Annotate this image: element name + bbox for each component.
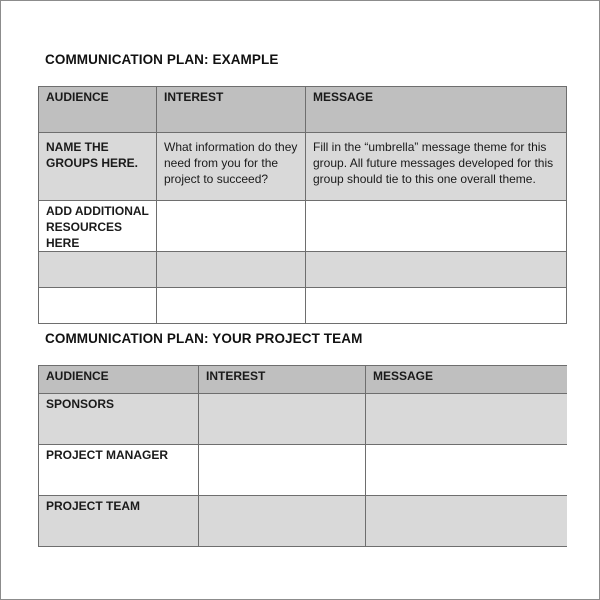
message-cell[interactable]: Fill in the “umbrella” message theme for this group. All future messages developed for this group should tie to this one overall theme. (306, 133, 567, 201)
table-header-row (39, 366, 567, 394)
table-row (39, 445, 567, 496)
audience-cell[interactable]: PROJECT TEAM (39, 496, 199, 547)
table-row (39, 496, 567, 547)
header-interest: INTEREST (157, 87, 306, 133)
header-message: MESSAGE (366, 366, 567, 394)
message-cell[interactable] (366, 445, 567, 496)
interest-cell[interactable] (199, 445, 366, 496)
header-message: MESSAGE (306, 87, 567, 133)
example-plan-table (38, 86, 567, 324)
interest-cell[interactable] (199, 394, 366, 445)
table-header-row (39, 87, 567, 133)
table-row (39, 201, 567, 252)
table-row (39, 133, 567, 201)
audience-cell[interactable]: SPONSORS (39, 394, 199, 445)
message-cell[interactable] (306, 288, 567, 324)
header-interest: INTEREST (199, 366, 366, 394)
message-cell[interactable] (306, 201, 567, 252)
audience-cell[interactable]: PROJECT MANAGER (39, 445, 199, 496)
message-cell[interactable] (306, 252, 567, 288)
audience-cell[interactable]: NAME THE GROUPS HERE. (39, 133, 157, 201)
interest-cell[interactable] (157, 201, 306, 252)
audience-cell[interactable] (39, 252, 157, 288)
interest-cell[interactable]: What information do they need from you for the project to succeed? (157, 133, 306, 201)
table-row (39, 394, 567, 445)
example-section-title: COMMUNICATION PLAN: EXAMPLE (45, 52, 279, 67)
message-cell[interactable] (366, 496, 567, 547)
audience-cell[interactable] (39, 288, 157, 324)
header-audience: AUDIENCE (39, 366, 199, 394)
table-row (39, 288, 567, 324)
team-section-title: COMMUNICATION PLAN: YOUR PROJECT TEAM (45, 331, 363, 346)
header-audience: AUDIENCE (39, 87, 157, 133)
interest-cell[interactable] (199, 496, 366, 547)
table-row (39, 252, 567, 288)
team-plan-table (38, 365, 567, 547)
interest-cell[interactable] (157, 288, 306, 324)
interest-cell[interactable] (157, 252, 306, 288)
message-cell[interactable] (366, 394, 567, 445)
audience-cell[interactable]: ADD ADDITIONAL RESOURCES HERE (39, 201, 157, 252)
